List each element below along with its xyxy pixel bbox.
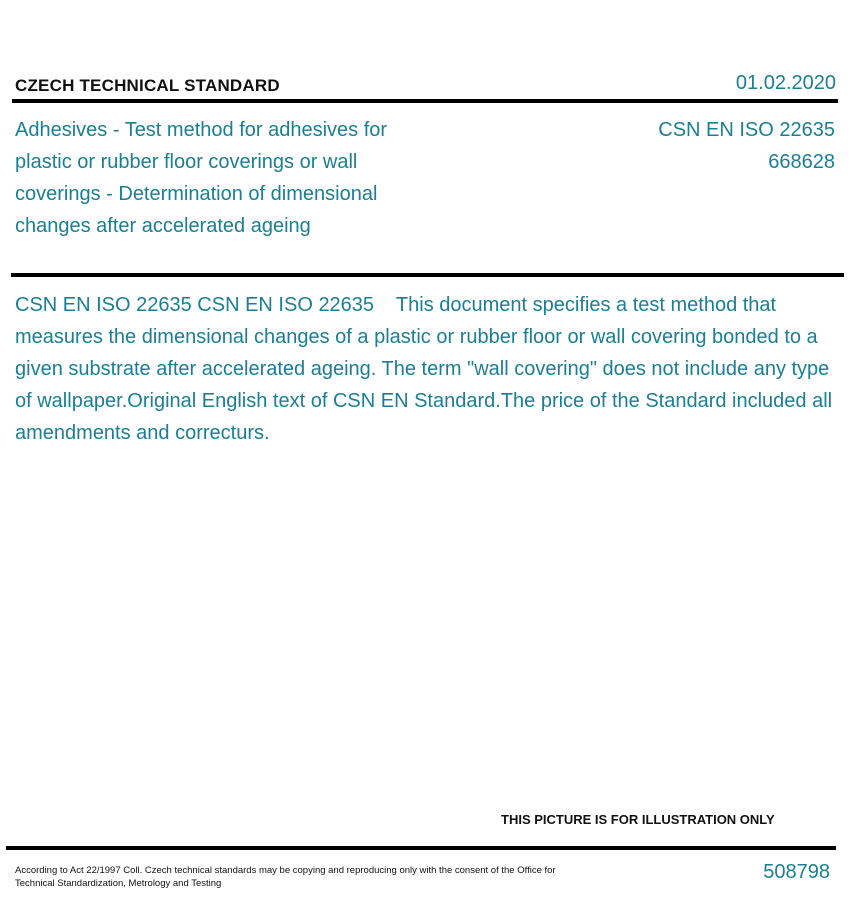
header-title: CZECH TECHNICAL STANDARD (15, 76, 280, 95)
document-title: Adhesives - Test method for adhesives for plastic or rubber floor coverings or wall coverings - Determination of dimensional changes after accelerated ageing (15, 119, 388, 237)
header-date: 01.02.2020 (735, 72, 836, 94)
footer-divider (6, 846, 836, 850)
section-divider (11, 273, 844, 277)
illustration-note: THIS PICTURE IS FOR ILLUSTRATION ONLY (501, 812, 775, 827)
header-divider (12, 99, 838, 103)
footer-code: 508798 (763, 861, 830, 883)
document-identifiers (658, 114, 835, 178)
standard-number: CSN EN ISO 22635 (658, 119, 835, 141)
document-description: CSN EN ISO 22635 CSN EN ISO 22635 This document specifies a test method that measures the dimensional changes of a plastic or rubber floor or wall covering bonded to a given substrate after accelerated ageing. The term "wall covering" does not include any type of wallpaper.Original English text of CSN EN Standard.The price of the Standard included all amendments and correcturs. (15, 294, 838, 444)
catalog-number: 668628 (768, 151, 835, 173)
footer-legal-text: According to Act 22/1997 Coll. Czech technical standards may be copying and reproducing only with the consent of the Office for Technical Standardization, Metrology and Testing (15, 865, 556, 889)
